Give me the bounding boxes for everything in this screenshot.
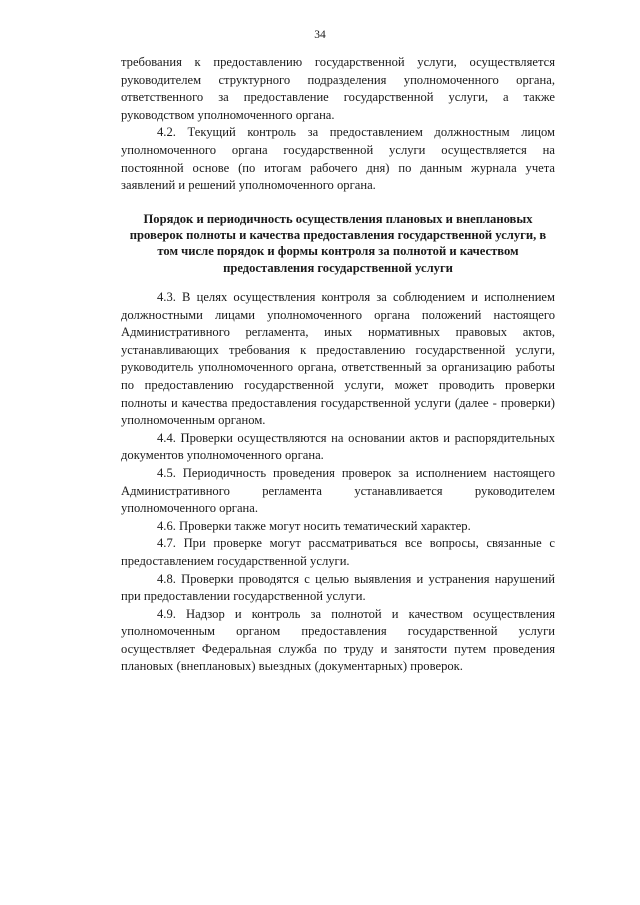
- paragraph-continuation: требования к предоставлению государственной услуги, осуществляется руководителем структурного подразделения уполномоченного органа, ответственного за предоставление государственной услуги, а также руководством уполномоченного органа.: [121, 55, 555, 122]
- section-heading: Порядок и периодичность осуществления плановых и внеплановых проверок полноты и качества предоставления государственной услуги, в том числе порядок и формы контроля за полнотой и качеством предоставления государственной услуги: [129, 212, 547, 275]
- paragraph-4-3: 4.3. В целях осуществления контроля за соблюдением и исполнением должностными лицами уполномоченного органа положений настоящего Административного регламента, иных нормативных правовых актов, устанавливающих требования к предоставлению государственной услуги, руководитель уполномоченного органа, ответственный за организацию работы по предоставлению государственной услуги, может проводить проверки полноты и качества предоставления государственной услуги (далее - проверки) уполномоченным органом.: [121, 290, 555, 428]
- top-text-block: [121, 54, 555, 195]
- page-number: 34: [314, 29, 326, 41]
- paragraph-4-4: 4.4. Проверки осуществляются на основании актов и распорядительных документов уполномоченного органа.: [121, 430, 555, 463]
- paragraph-4-2: 4.2. Текущий контроль за предоставлением должностным лицом уполномоченного органа государственной услуги осуществляется на постоянной основе (по итогам рабочего дня) по данным журнала учета заявлений и решений уполномоченного органа.: [121, 125, 555, 193]
- main-text-block: [121, 289, 555, 676]
- paragraph-4-9: 4.9. Надзор и контроль за полнотой и качеством осуществления уполномоченным органом предоставления государственной услуги осуществляет Федеральная служба по труду и занятости путем проведения плановых (внеплановых) выездных (документарных) проверок.: [121, 606, 555, 674]
- paragraph-4-7: 4.7. При проверке могут рассматриваться все вопросы, связанные с предоставлением государственной услуги.: [121, 536, 555, 568]
- paragraph-4-6: 4.6. Проверки также могут носить тематический характер.: [157, 518, 471, 533]
- paragraph-4-5: 4.5. Периодичность проведения проверок за исполнением настоящего Административного регламента устанавливается руководителем уполномоченного органа.: [121, 465, 555, 516]
- paragraph-4-8: 4.8. Проверки проводятся с целью выявления и устранения нарушений при предоставлении государственной услуги.: [121, 571, 555, 604]
